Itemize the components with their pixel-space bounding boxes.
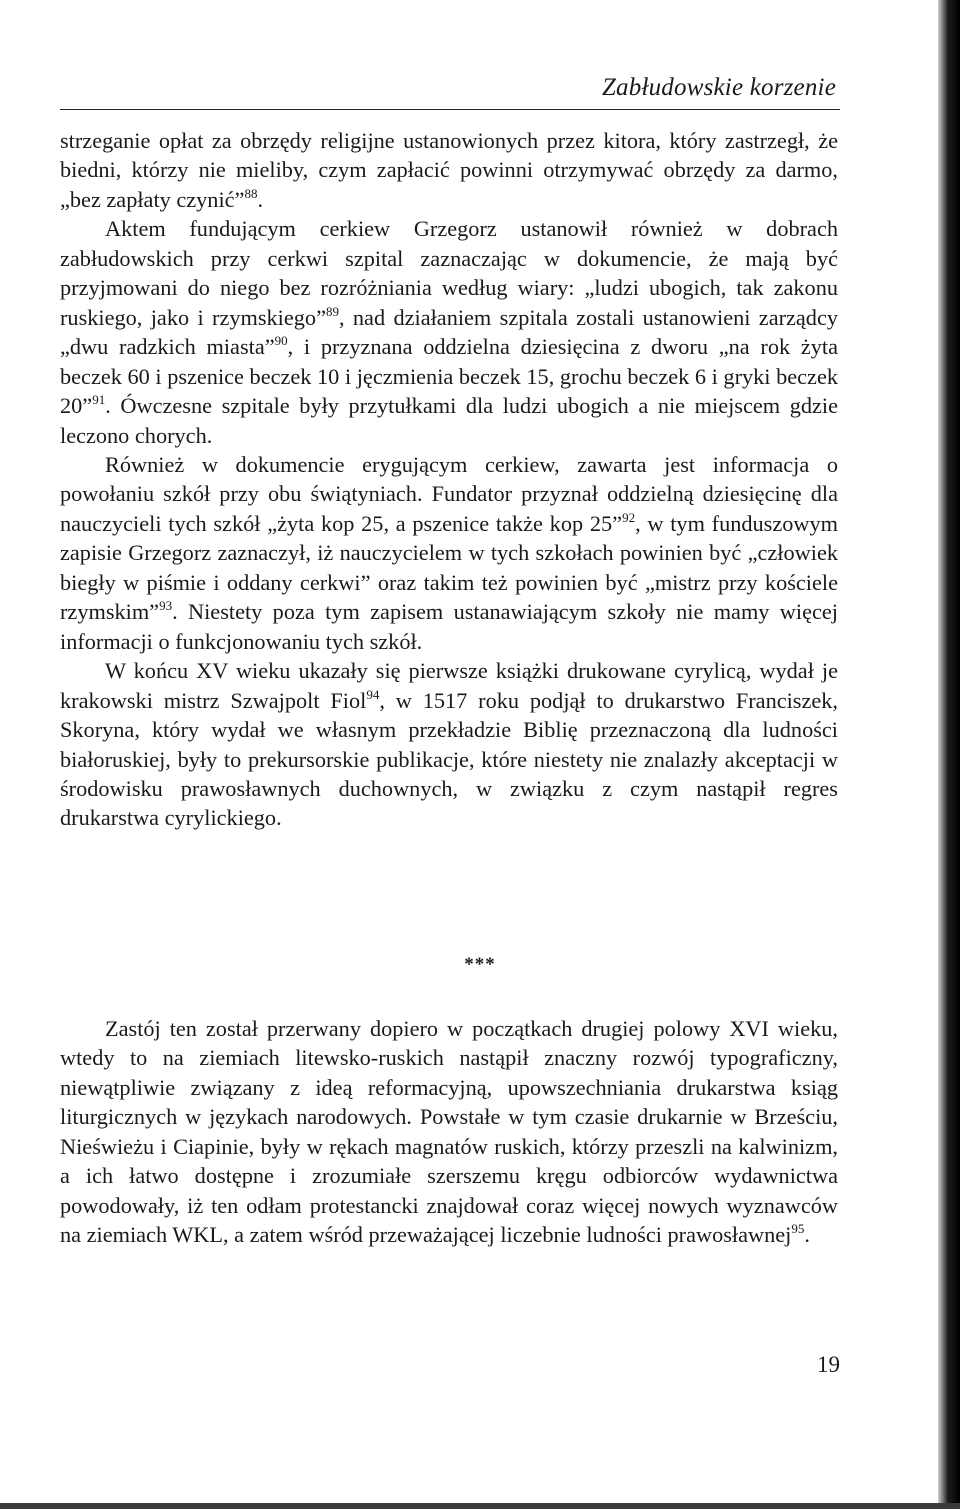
footnote-ref: 95 xyxy=(791,1221,805,1237)
footnote-ref: 94 xyxy=(366,686,380,702)
footnote-ref: 89 xyxy=(325,303,339,319)
footnote-ref: 93 xyxy=(159,598,173,614)
paragraph-5: Zastój ten został przerwany dopiero w początkach drugiej polowy XVI wieku, wtedy to na ziemiach litewsko-ruskich nastąpił znaczny rozwój typograficzny, niewątpliwie związany z ideą reformacyjną, upowszechniania drukarstwa ksiąg liturgicznych w językach narodowych. Powstałe w tym czasie drukarnie w Brześciu, Nieświeżu i Ciapinie, były w rękach magnatów ruskich, którzy przeszli na kalwinizm, a ich łatwo dostępne i zrozumiałe szerszemu kręgu odbiorców wydawnictwa powodowały, iż ten odłam protestancki znajdował coraz więcej nowych wyznawców na ziemiach WKL, a zatem wśród przeważającej liczebnie ludności prawosławnej$^{95}$. xyxy=(60,1016,838,1248)
paragraph-1: strzeganie opłat za obrzędy religijne ustanowionych przez kitora, który zastrzegł, że biedni, którzy nie mieliby, czym zapłacić powinni otrzymywać obrzędy za darmo, „bez zapłaty czynić”$^{88}$. xyxy=(60,128,838,212)
footnote-ref: 88 xyxy=(244,185,258,201)
header-rule xyxy=(60,109,840,110)
footnote-ref: 92 xyxy=(622,509,636,525)
running-header-title: Zabłudowskie korzenie xyxy=(601,74,836,101)
paragraph-3: Również w dokumencie erygującym cerkiew, zawarta jest informacja o powołaniu szkół przy obu świątyniach. Fundator przyznał oddzielną dziesięcinę dla nauczycieli tych szkół „żyta kop 25, a pszenice także kop 25”$^{92}$, w tym funduszowym zapisie Grzegorz zaznaczył, iż nauczycielem w tych szkołach powinien być „człowiek biegły w piśmie i oddany cerkwi” oraz takim też powinien być „mistrz przy kościele rzymskim”$^{93}$. Niestety poza tym zapisem ustanawiającym szkoły nie mamy więcej informacji o funkcjonowaniu tych szkół. xyxy=(60,451,838,654)
paragraph-2: Aktem fundującym cerkiew Grzegorz ustanowił również w dobrach zabłudowskich przy cerkwi szpital zaznaczając w dokumencie, że mają być przyjmowani do niego bez rozróżniania według wiary: „ludzi ubogich, tak zakonu ruskiego, jako i rzymskiego”$^{89}$, nad działaniem szpitala zostali ustanowieni zarządcy „dwu radzkich miasta”$^{90}$, i przyznana oddzielna dziesięcina z dworu „na rok żyta beczek 60 i pszenice beczek 10 i jęczmienia beczek 15, grochu beczek 6 i gryki beczek 20”$^{91}$. Ówczesne szpitale były przytułkami dla ludzi ubogich a nie miejscem gdzie leczono chorych. xyxy=(60,216,838,448)
running-header xyxy=(60,70,840,114)
page-edge-shadow xyxy=(938,0,960,1509)
footnote-ref: 90 xyxy=(274,333,288,349)
body-text-upper xyxy=(60,126,838,833)
page-bottom-edge xyxy=(0,1503,960,1509)
footnote-ref: 91 xyxy=(92,392,106,408)
paragraph-4: W końcu XV wieku ukazały się pierwsze książki drukowane cyrylicą, wydał je krakowski mistrz Szwajpolt Fiol$^{94}$, w 1517 roku podjął to drukarstwo Franciszek, Skoryna, który wydał we własnym przekładzie Biblię przeznaczoną dla ludności białoruskiej, były to prekursorskie publikacje, które niestety nie znalazły akceptacji w środowisku prawosławnych duchownych, w związku z czym nastąpił regres drukarstwa cyrylickiego. xyxy=(60,658,838,831)
section-separator: *** xyxy=(464,954,496,975)
body-text-lower xyxy=(60,1014,838,1250)
page-number: 19 xyxy=(817,1352,840,1377)
